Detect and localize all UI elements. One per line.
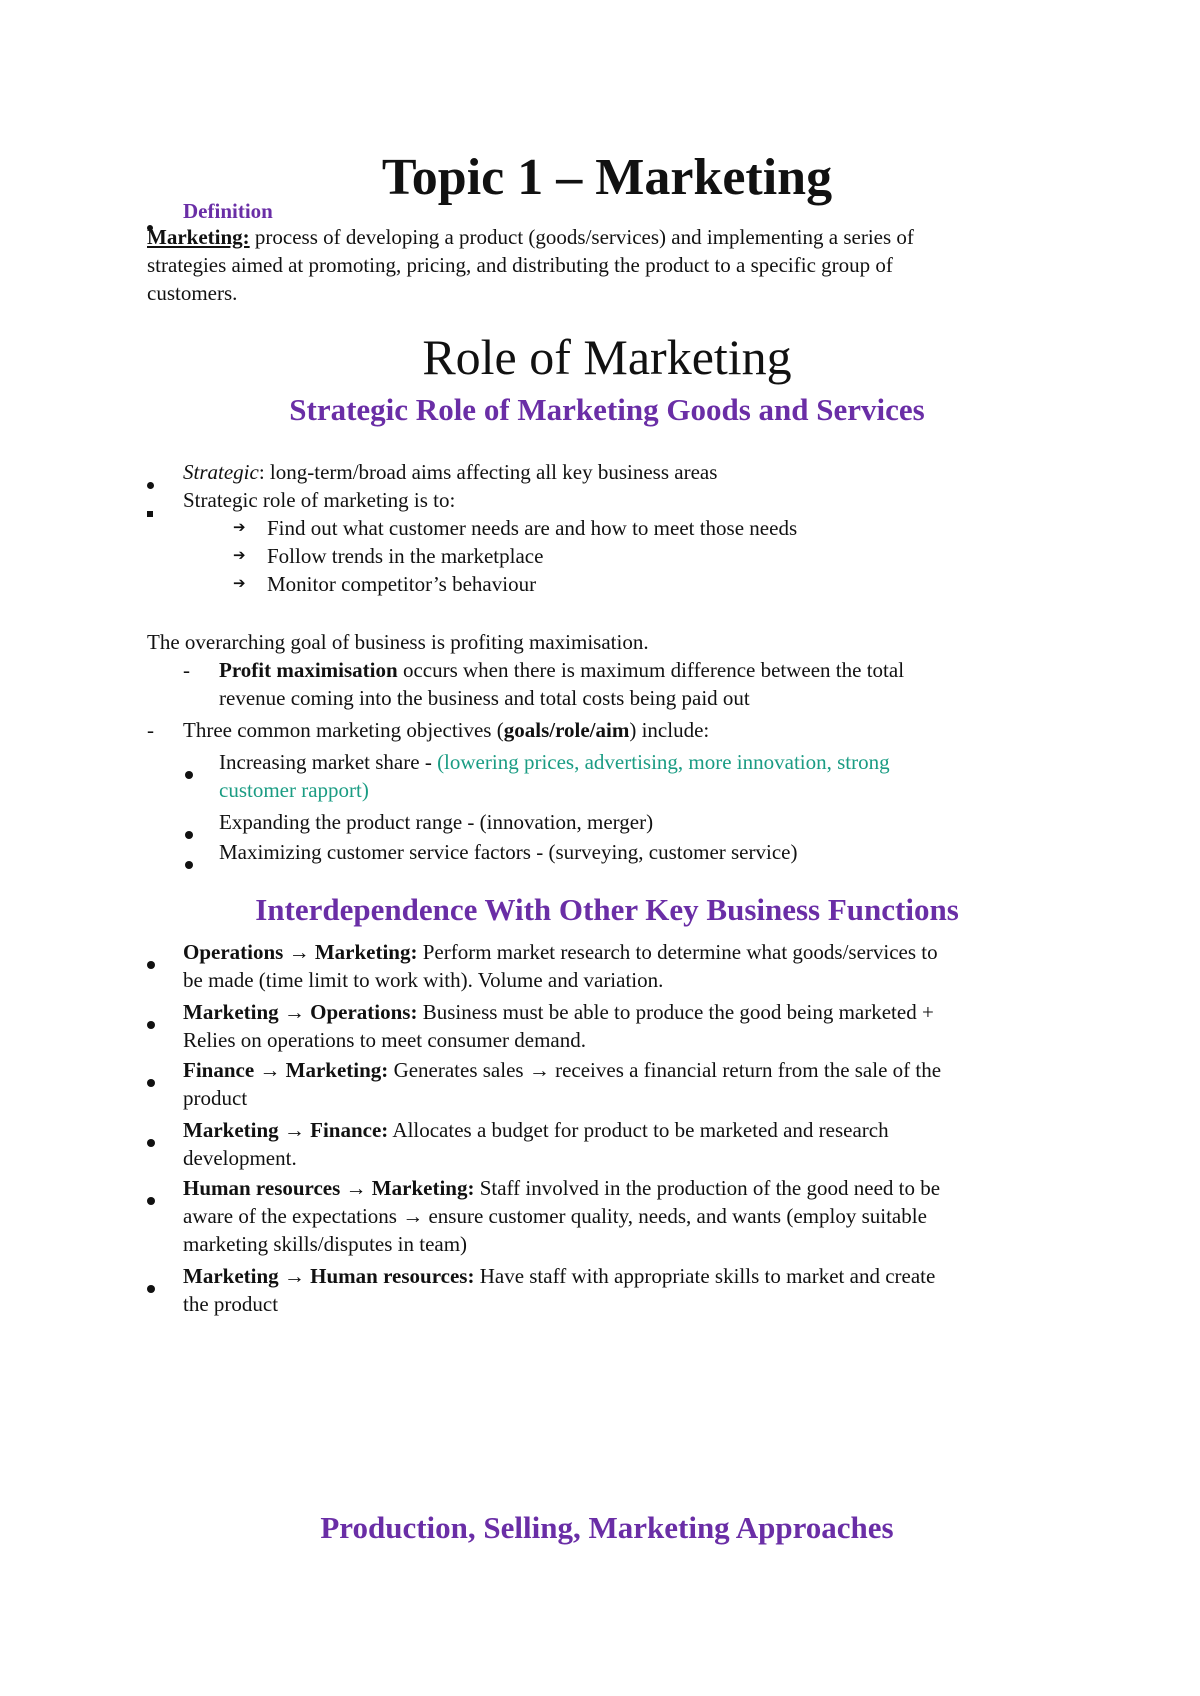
arrow-icon: ➔ bbox=[233, 520, 246, 536]
profit-block bbox=[147, 656, 1067, 712]
relation-line-2: development. bbox=[183, 1146, 297, 1170]
objective-text: Increasing market share - bbox=[219, 750, 438, 774]
profit-term: Profit maximisation bbox=[219, 658, 398, 682]
relation-line-2: aware of the expectations → ensure customer quality, needs, and wants (employ suitable bbox=[183, 1204, 927, 1228]
list-item bbox=[147, 570, 1067, 598]
objectives-post: ) include: bbox=[629, 718, 710, 742]
list-item-strategic-role bbox=[147, 486, 1067, 514]
interdependence-heading: Interdependence With Other Key Business Functions bbox=[255, 892, 959, 927]
relation-line-1: Generates sales → receives a financial return from the sale of the bbox=[388, 1058, 942, 1082]
relation-line-1: Business must be able to produce the good being marketed + bbox=[417, 1000, 934, 1024]
bullet-dot bbox=[185, 758, 205, 786]
strategic-role-intro: Strategic role of marketing is to: bbox=[183, 488, 456, 512]
list-item bbox=[147, 1056, 1067, 1116]
sub-item-text: Find out what customer needs are and how to meet those needs bbox=[267, 516, 798, 540]
list-item bbox=[147, 514, 1067, 542]
goal-sentence: The overarching goal of business is profiting maximisation. bbox=[147, 630, 649, 654]
arrow-icon: ➔ bbox=[233, 576, 246, 592]
objective-note-2: customer rapport) bbox=[219, 778, 369, 802]
bullet-dot bbox=[147, 1126, 167, 1154]
relation-label: Operations → Marketing: bbox=[183, 940, 418, 964]
objective-text: Maximizing customer service factors - (surveying, customer service) bbox=[219, 840, 798, 864]
objectives-pre: Three common marketing objectives ( bbox=[183, 718, 504, 742]
objective-note-1: (lowering prices, advertising, more innovation, strong bbox=[437, 750, 890, 774]
relation-line-2: product bbox=[183, 1086, 248, 1110]
arrow-icon: ➔ bbox=[233, 548, 246, 564]
relation-label: Human resources → Marketing: bbox=[183, 1176, 475, 1200]
strategic-term: Strategic bbox=[183, 460, 259, 484]
list-item bbox=[147, 1174, 1067, 1262]
dash-marker: - bbox=[147, 718, 154, 742]
relation-line-1: Allocates a budget for product to be marketed and research bbox=[388, 1118, 889, 1142]
objective-text: Expanding the product range - (innovation, merger) bbox=[219, 810, 654, 834]
dash-marker: - bbox=[183, 658, 190, 682]
relation-line-1: Staff involved in the production of the good need to be bbox=[474, 1176, 941, 1200]
objectives-bold: goals/role/aim bbox=[503, 718, 630, 742]
bullet-dot bbox=[147, 1272, 167, 1300]
bullet-dot bbox=[185, 848, 205, 876]
definition-line-1: process of developing a product (goods/services) and implementing a series of bbox=[249, 225, 914, 249]
definition-line-2: strategies aimed at promoting, pricing, and distributing the product to a specific group of bbox=[147, 253, 893, 277]
strategic-definition: : long-term/broad aims affecting all key business areas bbox=[258, 460, 718, 484]
bullet-dot bbox=[147, 948, 167, 976]
relation-line-2: be made (time limit to work with). Volume and variation. bbox=[183, 968, 664, 992]
relation-label: Marketing → Finance: bbox=[183, 1118, 389, 1142]
list-item bbox=[147, 1262, 1067, 1322]
bullet-dot bbox=[147, 1066, 167, 1094]
definition-heading: Definition bbox=[183, 199, 273, 223]
relation-line-1: Perform market research to determine what goods/services to bbox=[417, 940, 938, 964]
definition-line-3: customers. bbox=[147, 281, 238, 305]
role-heading: Role of Marketing bbox=[422, 329, 792, 385]
relation-label: Marketing → Operations: bbox=[183, 1000, 418, 1024]
definition-term: Marketing: bbox=[147, 225, 250, 249]
list-item bbox=[147, 998, 1067, 1056]
bullet-dot bbox=[147, 1184, 167, 1212]
list-item bbox=[147, 748, 1067, 808]
sub-item-text: Follow trends in the marketplace bbox=[267, 544, 544, 568]
relation-label: Marketing → Human resources: bbox=[183, 1264, 475, 1288]
interdependence-list bbox=[147, 938, 1067, 1322]
sub-item-text: Monitor competitor’s behaviour bbox=[267, 572, 537, 596]
list-item bbox=[147, 1116, 1067, 1174]
list-item bbox=[147, 938, 1067, 998]
list-item bbox=[147, 838, 1067, 868]
relation-line-2: Relies on operations to meet consumer demand. bbox=[183, 1028, 586, 1052]
approaches-heading: Production, Selling, Marketing Approaches bbox=[320, 1510, 894, 1545]
relation-line-1: Have staff with appropriate skills to market and create bbox=[474, 1264, 936, 1288]
relation-label: Finance → Marketing: bbox=[183, 1058, 389, 1082]
strategic-subheading: Strategic Role of Marketing Goods and Services bbox=[289, 392, 925, 427]
relation-line-3: marketing skills/disputes in team) bbox=[183, 1232, 468, 1256]
strategic-list bbox=[147, 458, 1067, 598]
relation-line-2: the product bbox=[183, 1292, 279, 1316]
list-item-strategic bbox=[147, 458, 1067, 486]
list-item bbox=[147, 808, 1067, 838]
objectives-list bbox=[147, 748, 1067, 868]
profit-line-1: occurs when there is maximum difference between the total bbox=[397, 658, 905, 682]
profit-line-2: revenue coming into the business and total costs being paid out bbox=[219, 686, 750, 710]
bullet-dot bbox=[147, 1008, 167, 1036]
definition-text bbox=[147, 223, 1067, 307]
list-item bbox=[147, 542, 1067, 570]
page-title: Topic 1 – Marketing bbox=[381, 149, 833, 206]
